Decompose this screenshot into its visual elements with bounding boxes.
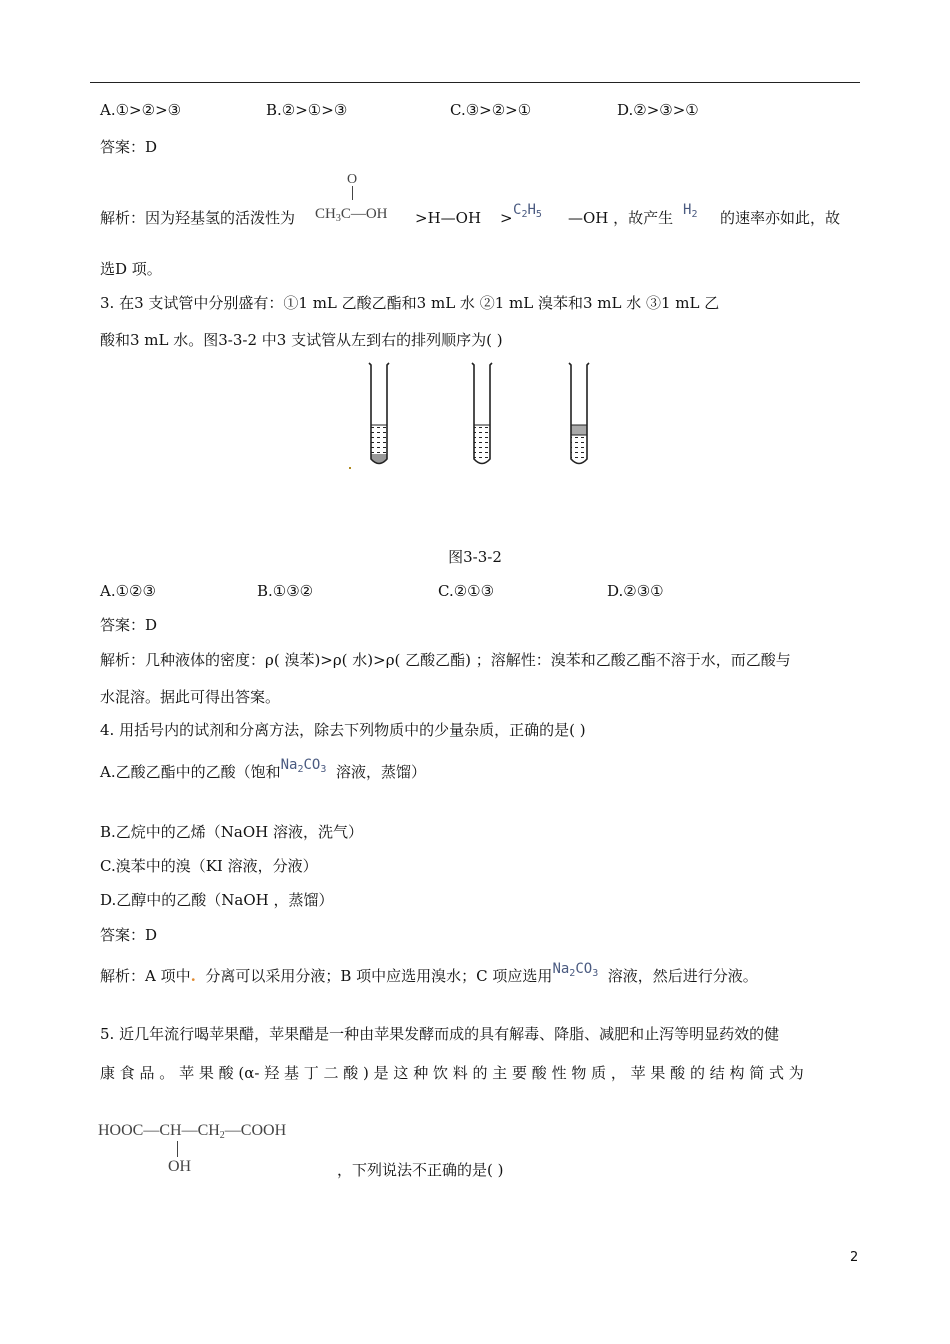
hydrogen-formula: $H_2$ [683,202,698,220]
test-tubes-figure [340,360,600,480]
page-number: 2 [850,1250,859,1265]
test-tube-3 [569,363,589,464]
q2-option-b: B.②>①>③ [266,101,348,119]
q3-option-d: D.②③① [607,582,664,600]
ethyl-group-formula: $C_2H_5$ [513,202,542,220]
q3-option-b: B.①③② [257,582,314,600]
q2-option-d: D.②>③>① [617,101,699,119]
q5-stem-line2: 康 食 品 。 苹 果 酸 (α- 羟 基 丁 二 酸 ) 是 这 种 饮 料 的 主 要 酸 性 物 质 ， 苹 果 酸 的 结 构 简 式 为 [100,1064,804,1082]
header-rule [90,82,860,83]
q2-answer: 答案：D [100,138,158,156]
q4-answer: 答案：D [100,926,158,944]
q3-option-c: C.②①③ [438,582,495,600]
q2-explanation-tail: 的速率亦如此，故 [720,209,841,227]
q3-stem-line1: 3. 在3 支试管中分别盛有：①1 mL 乙酸乙酯和3 mL 水 ②1 mL 溴苯和3 mL 水 ③1 mL 乙 [100,294,720,312]
q2-explanation-mid: —OH ，故产生 [568,209,674,227]
q4-explanation: 解析：A 项中. 分离可以采用分液；B 项中应选用溴水；C 项应选用$Na_2CO_3$ 溶液，然后进行分液。 [100,961,758,985]
hydroxyl-group: OH [168,1158,192,1175]
acetic-acid-carbonyl-o: O [347,172,358,187]
q3-explanation-line2: 水混溶。据此可得出答案。 [100,688,281,706]
q2-explanation-line2: 选D 项。 [100,260,162,278]
acetic-acid-formula: $CH_3C—OH$ [315,206,388,224]
q2-explanation-prefix: 解析：因为羟基氢的活泼性为 [100,209,296,227]
test-tube-1 [369,363,389,464]
q3-stem-line2: 酸和3 mL 水。图3-3-2 中3 支试管从左到右的排列顺序为( ) [100,331,503,349]
q2-option-c: C.③>②>① [450,101,532,119]
carbonyl-bond [352,186,354,200]
q4-option-c: C.溴苯中的溴（KI 溶液，分液） [100,857,318,875]
q2-water-compare: >H—OH [415,209,482,227]
q4-stem: 4. 用括号内的试剂和分离方法，除去下列物质中的少量杂质，正确的是( ) [100,721,586,739]
hydroxyl-bond [177,1141,178,1157]
q5-stem-line1: 5. 近几年流行喝苹果醋，苹果醋是一种由苹果发酵而成的具有解毒、降脂、减肥和止泻等明显药效的健 [100,1025,780,1043]
q5-stem-line3: ，下列说法不正确的是( ) [337,1161,504,1179]
q3-option-a: A.①②③ [100,582,156,600]
test-tube-2 [472,363,492,464]
q2-compare-symbol: > [500,209,513,227]
malic-acid-formula: $HOOC—CH—CH_2—COOH$ [98,1122,287,1141]
q4-option-a: A.乙酸乙酯中的乙酸（饱和$Na_2CO_3$ 溶液，蒸馏） [100,757,426,781]
q3-explanation-line1: 解析：几种液体的密度：ρ( 溴苯)>ρ( 水)>ρ( 乙酸乙酯) ；溶解性：溴苯和乙酸乙酯不溶于水，而乙酸与 [100,651,791,669]
q4-option-b: B.乙烷中的乙烯（NaOH 溶液，洗气） [100,823,364,841]
q4-option-d: D.乙醇中的乙酸（NaOH ，蒸馏） [100,891,334,909]
q2-option-a: A.①>②>③ [100,101,182,119]
figure-caption: 图3-3-2 [448,548,502,566]
q3-answer: 答案：D [100,616,158,634]
